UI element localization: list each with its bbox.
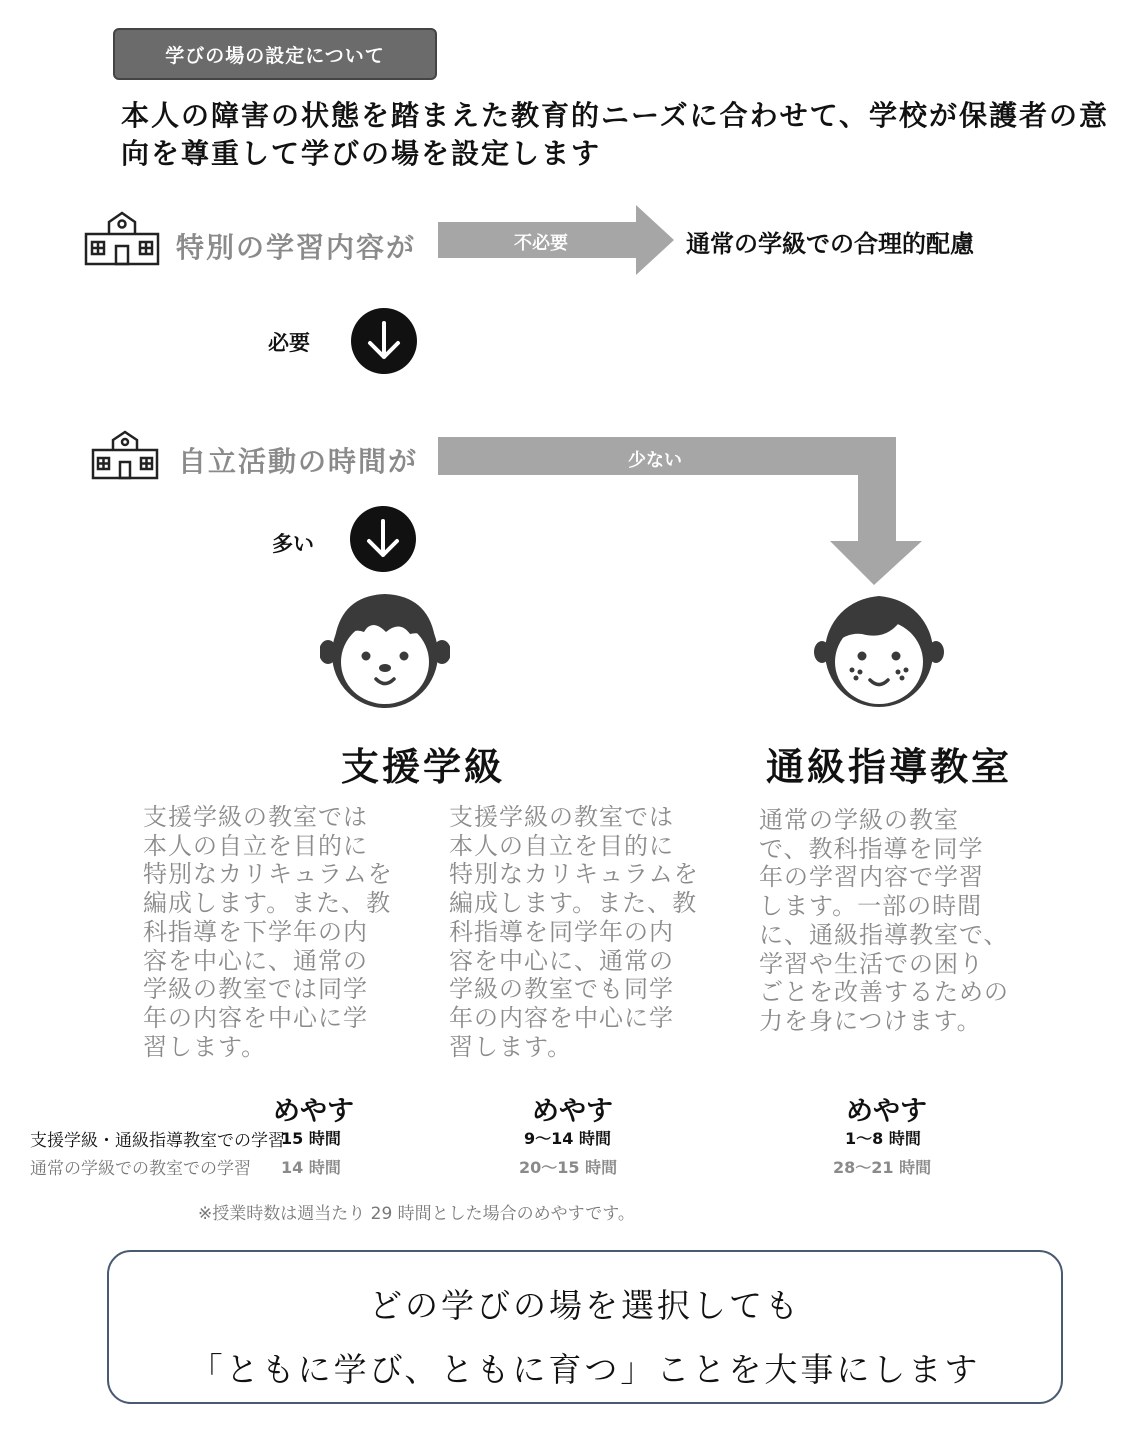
desc-line: 習します。 xyxy=(449,1032,573,1061)
desc-line: 支援学級の教室では xyxy=(449,803,674,831)
desc-line: 容を中心に、通常の xyxy=(449,946,674,975)
desc-line: 年の内容を中心に学 xyxy=(449,1003,674,1032)
desc-line: 学習や生活での困り xyxy=(759,949,984,978)
desc-line: します。一部の時間 xyxy=(759,892,983,921)
school-icon xyxy=(83,210,161,266)
intro-line-2: 向を尊重して学びの場を設定します xyxy=(121,137,602,170)
closing-line-2: 「ともに学び、ともに育つ」ことを大事にします xyxy=(189,1350,981,1389)
arrow-down-icon xyxy=(364,319,404,363)
desc-line: 習します。 xyxy=(143,1032,267,1061)
hours-row-1-label: 支援学級・通級指導教室での学習 xyxy=(30,1131,285,1151)
boy-face-icon xyxy=(320,590,450,712)
school-icon-2 xyxy=(90,430,160,480)
hours-col-3-row-2: 28～21 時間 xyxy=(833,1158,932,1177)
desc-line: 年の内容を中心に学 xyxy=(143,1003,368,1032)
question-1-label: 特別の学習内容が xyxy=(176,231,417,264)
desc-line: で、教科指導を同学 xyxy=(759,834,984,863)
desc-line: 特別なカリキュラムを xyxy=(143,860,393,889)
intro-line-1: 本人の障害の状態を踏まえた教育的ニーズに合わせて、学校が保護者の意 xyxy=(121,99,1110,132)
desc-line: 科指導を下学年の内 xyxy=(143,917,368,946)
desc-line: 通常の学級の教室 xyxy=(759,806,959,834)
section-tag: 学びの場の設定について xyxy=(113,28,437,80)
closing-message-box xyxy=(107,1250,1063,1404)
desc-line: 年の学習内容で学習 xyxy=(759,863,984,892)
many-label: 多い xyxy=(272,532,314,556)
hours-col-1-row-2: 14 時間 xyxy=(281,1158,341,1177)
desc-line: 本人の自立を目的に xyxy=(143,831,368,860)
reasonable-accommodation-result: 通常の学級での合理的配慮 xyxy=(686,230,974,258)
description-col-1 xyxy=(143,803,393,1061)
no-arrow-label: 不必要 xyxy=(514,233,568,254)
desc-line: 容を中心に、通常の xyxy=(143,946,368,975)
hours-col-1-row-1: 15 時間 xyxy=(281,1129,341,1148)
hours-heading-col-1: めやす xyxy=(273,1096,354,1127)
hours-heading-col-2: めやす xyxy=(532,1096,613,1127)
desc-line: ごとを改善するための xyxy=(759,978,1009,1007)
desc-line: 科指導を同学年の内 xyxy=(449,917,674,946)
hours-col-3-row-1: 1～8 時間 xyxy=(845,1129,921,1148)
description-col-2 xyxy=(449,803,699,1061)
hours-heading-col-3: めやす xyxy=(846,1096,927,1127)
support-class-heading: 支援学級 xyxy=(341,745,506,789)
closing-line-1: どの学びの場を選択しても xyxy=(369,1286,801,1325)
description-col-3 xyxy=(759,806,1019,1036)
down-arrow-circle-2 xyxy=(350,506,416,572)
desc-line: 本人の自立を目的に xyxy=(449,831,674,860)
resource-room-heading: 通級指導教室 xyxy=(766,745,1013,789)
hours-note: ※授業時数は週当たり 29 時間とした場合のめやすです。 xyxy=(198,1204,635,1224)
desc-line: 力を身につけます。 xyxy=(759,1006,982,1035)
desc-line: 学級の教室でも同学 xyxy=(449,975,674,1004)
hours-col-2-row-2: 20～15 時間 xyxy=(519,1158,618,1177)
girl-face-icon xyxy=(814,588,944,710)
desc-line: に、通級指導教室で、 xyxy=(759,920,1009,949)
few-arrow-label: 少ない xyxy=(628,450,682,471)
question-2-label: 自立活動の時間が xyxy=(178,445,419,478)
hours-row-2-label: 通常の学級での教室での学習 xyxy=(30,1159,251,1179)
desc-line: 編成します。また、教 xyxy=(449,889,698,918)
desc-line: 特別なカリキュラムを xyxy=(449,860,699,889)
desc-line: 編成します。また、教 xyxy=(143,889,392,918)
yes-label: 必要 xyxy=(268,331,310,355)
intro-text xyxy=(121,97,1111,173)
desc-line: 支援学級の教室では xyxy=(143,803,368,831)
hours-col-2-row-1: 9～14 時間 xyxy=(524,1129,611,1148)
desc-line: 学級の教室では同学 xyxy=(143,975,368,1004)
arrow-down-icon xyxy=(363,517,403,561)
down-arrow-circle-1 xyxy=(351,308,417,374)
